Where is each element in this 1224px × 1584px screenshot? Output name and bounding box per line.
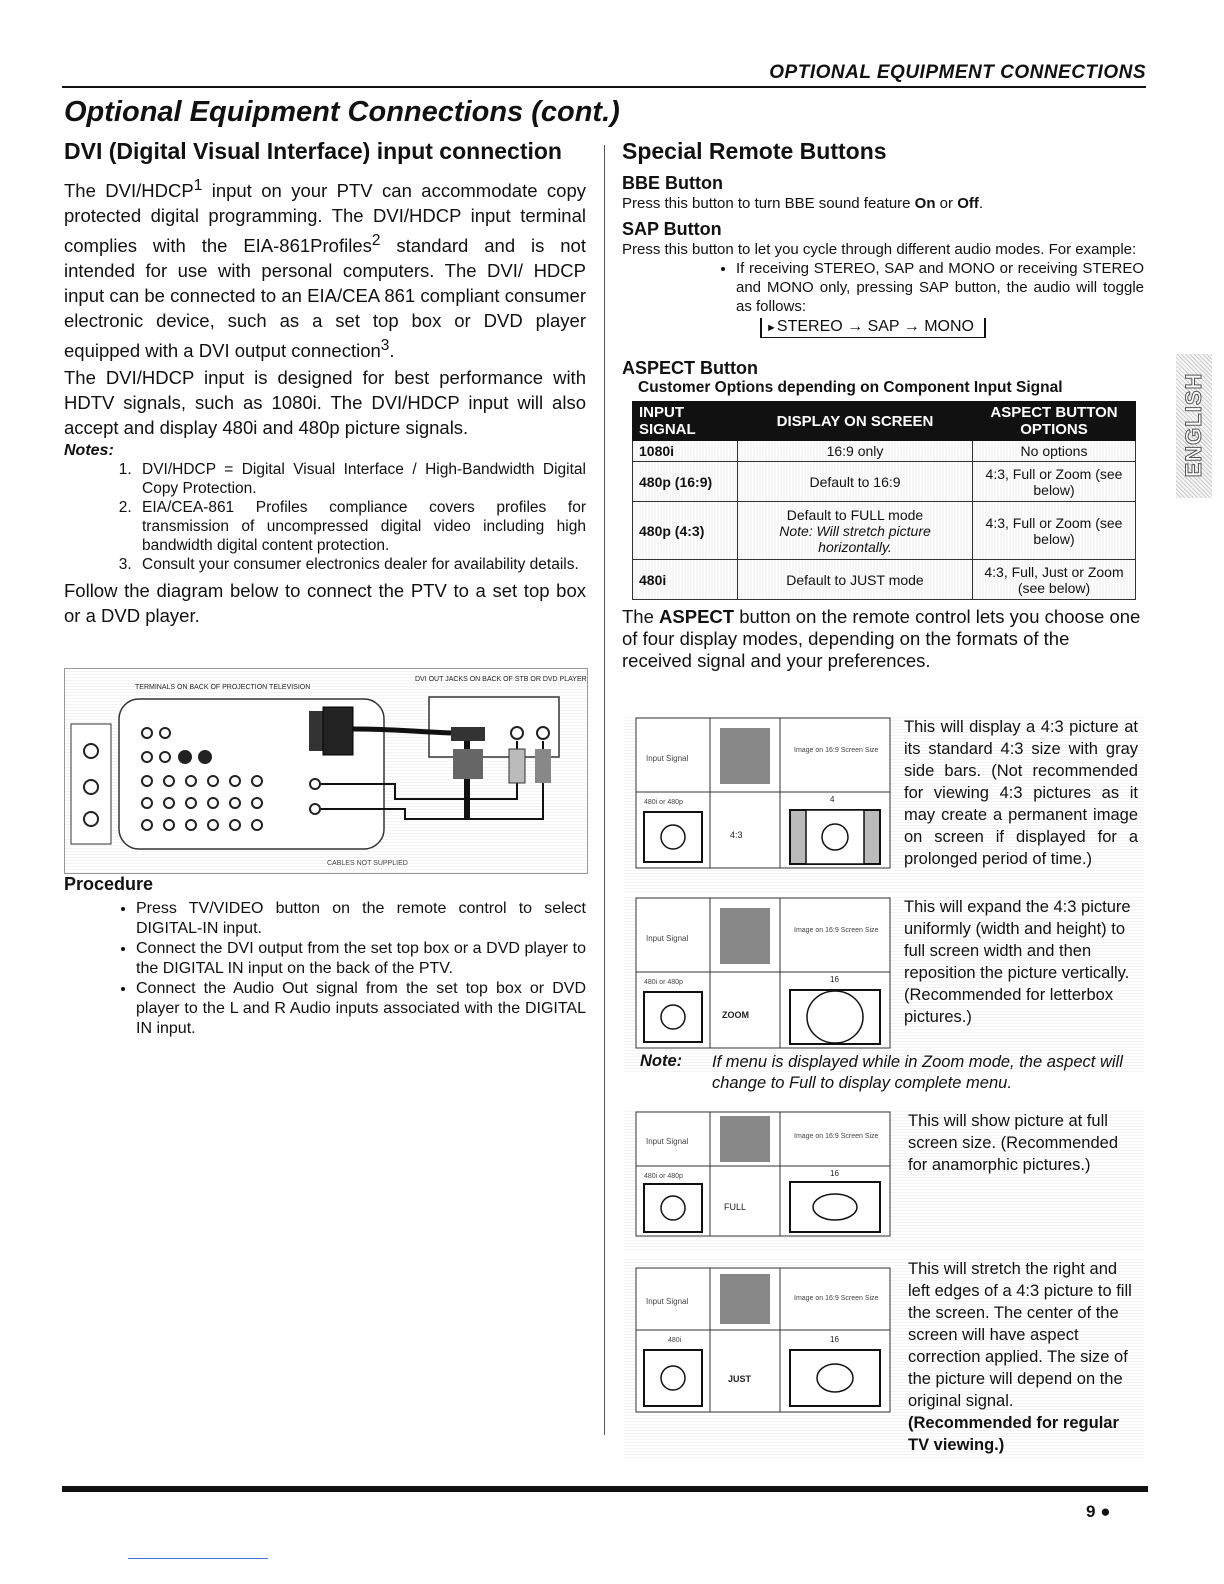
dvi-plug [323,707,353,755]
aspect-intro-bold: ASPECT [659,606,735,627]
zoom-note [624,1052,1144,1094]
input-signal-label: Input Signal [646,1297,689,1306]
decorative-line [128,1558,268,1559]
aspect-modes [624,716,1144,1458]
ratio-label: 16 [830,1335,839,1344]
table-row [633,560,1136,600]
table-cell: No options [973,441,1136,462]
procedure-list [64,899,586,1039]
aspect-intro [622,606,1144,672]
sap-cycle-text: STEREO → SAP → MONO [776,318,974,335]
mode-block-4-3 [624,716,1144,892]
ratio-label: 4 [830,795,835,804]
mode-block-full [624,1110,1144,1250]
procedure-section [64,874,586,1039]
table-cell [738,502,973,560]
stb-dvi-port [451,727,485,741]
diagram-label-tv: TERMINALS ON BACK OF PROJECTION TELEVISION [135,684,311,691]
table-header: DISPLAY ON SCREEN [738,402,973,441]
bullet-icon: ● [1100,1502,1111,1521]
table-row [633,462,1136,502]
sap-text: Press this button to let you cycle through different audio modes. For example: [622,241,1137,258]
sap-cycle [760,318,986,338]
column-divider [604,145,605,1435]
table-cell-text: Default to FULL mode [786,506,924,523]
remote-heading: Special Remote Buttons [622,138,887,164]
tv-remote-icon [720,1274,770,1324]
footer-rule [62,1486,1148,1492]
table-cell: Default to 16:9 [738,462,973,502]
input-signal-label: Input Signal [646,754,689,763]
footnote-ref: 3 [380,337,390,355]
mode-diagram [634,1266,900,1416]
aspect-subheading: Customer Options depending on Component Input Signal [638,379,1063,396]
note-item: 2. EIA/CEA-861 Profiles compliance covers profiles for transmission of uncompressed digital video including high bandwidth digital content protection. [136,498,586,555]
mode-diagram [634,716,900,872]
procedure-step: • Connect the DVI output from the set top box or a DVD player to the DIGITAL IN input on the back of the PTV. [136,939,586,979]
mode-description-text: This will stretch the right and left edges of a 4:3 picture to fill the screen. The center of the screen will have aspect correction applied. The size of the picture will depend on the original signal. [908,1260,1132,1410]
mode-description: This will display a 4:3 picture at its standard 4:3 size with gray side bars. (Not recommended for viewing 4:3 pictures as it may create a permanent image on screen if displayed for a prolonged period of time.) [904,718,1138,868]
input-signal-label: Input Signal [646,934,689,943]
mode-label: ZOOM [722,1010,749,1020]
arrow-icon: ► [766,322,777,334]
tv-remote-icon [720,908,770,964]
notes-list [64,460,586,574]
bbe-text-part: or [935,195,958,212]
image-label: Image on 16:9 Screen Size [794,747,879,754]
signal-tag: 480i or 480p [644,1173,683,1180]
note-item: 3. Consult your consumer electronics dealer for availability details. [136,555,586,574]
table-cell: 480p (4:3) [633,502,738,560]
procedure-step: • Press TV/VIDEO button on the remote control to select DIGITAL-IN input. [136,899,586,939]
sap-bullet: • If receiving STEREO, SAP and MONO or receiving STEREO and MONO only, pressing SAP button, the audio will toggle as follows: [736,259,1144,316]
table-cell: 16:9 only [738,441,973,462]
picture-16-9-icon [790,1182,880,1232]
footnote-ref: 2 [371,232,381,250]
zoom-note-label: Note: [640,1052,683,1070]
aspect-intro-part: button on the remote control lets you choose one of four display modes, depending on the formats of the received signal and your preferences. [622,606,1141,671]
connection-diagram-art [65,669,587,873]
procedure-step: • Connect the Audio Out signal from the set top box or DVD player to the L and R Audio inputs associated with the DIGITAL IN input. [136,979,586,1039]
dvi-section [64,138,586,628]
mode-diagram [634,896,900,1052]
page-number-text: 9 [1086,1502,1096,1521]
table-cell-note: Note: Will stretch picture horizontally. [779,522,931,555]
table-row [633,441,1136,462]
ratio-label: 16 [830,1169,839,1178]
note-item: 1. DVI/HDCP = Digital Visual Interface / High-Bandwidth Digital Copy Protection. [136,460,586,498]
signal-tag: 480i [668,1337,682,1344]
signal-tag: 480i or 480p [644,979,683,986]
dvi-plug [453,749,483,779]
table-cell: 4:3, Full, Just or Zoom (see below) [973,560,1136,600]
table-header: INPUT SIGNAL [633,402,738,441]
dvi-paragraph-2: The DVI/HDCP input is designed for best performance with HDTV signals, such as 1080i. The DVI/HDCP input will also accept and display 480i and 480p picture signals. [64,367,586,439]
dvi-text: The DVI/HDCP [64,180,194,202]
ratio-label: 16 [830,975,839,984]
mode-label: JUST [728,1374,752,1384]
diagram-label-cables: CABLES NOT SUPPLIED [327,860,408,867]
image-label: Image on 16:9 Screen Size [794,1133,879,1140]
mode-label: FULL [724,1202,747,1212]
footnote-ref: 1 [193,177,203,194]
tv-remote-icon [720,728,770,784]
table-header: ASPECT BUTTON OPTIONS [973,402,1136,441]
table-cell: 4:3, Full or Zoom (see below) [973,502,1136,560]
header-rule [62,86,1146,88]
table-cell: 480p (16:9) [633,462,738,502]
mode-description: This will expand the 4:3 picture uniformly (width and height) to full screen width and then reposition the picture vertically. (Recommended for letterbox pictures.) [904,898,1131,1026]
tv-remote-icon [720,1116,770,1162]
image-label: Image on 16:9 Screen Size [794,1295,879,1302]
sap-heading: SAP Button [622,219,722,239]
dvi-paragraph-1 [64,173,586,363]
image-label: Image on 16:9 Screen Size [794,927,879,934]
mode-label: 4:3 [730,830,743,840]
notes-label: Notes: [64,442,114,460]
mode-block-zoom [624,896,1144,1072]
page-number [1086,1502,1110,1522]
table-row [633,502,1136,560]
table-cell: 480i [633,560,738,600]
dvi-heading: DVI (Digital Visual Interface) input connection [64,138,562,164]
bbe-text [622,194,1144,213]
picture-16-9-icon [790,990,880,1044]
diagram-label-stb: DVI OUT JACKS ON BACK OF STB OR DVD PLAYER [415,676,587,683]
connection-diagram [64,668,588,874]
rca-plug [509,749,525,783]
table-header-row [633,402,1136,441]
input-signal-label: Input Signal [646,1137,689,1146]
bbe-heading: BBE Button [622,173,723,193]
aspect-heading: ASPECT Button [622,358,758,378]
mode-description-bold: (Recommended for regular TV viewing.) [908,1414,1119,1454]
mode-diagram [634,1110,900,1240]
running-header: OPTIONAL EQUIPMENT CONNECTIONS [769,62,1146,83]
table-cell: 4:3, Full or Zoom (see below) [973,462,1136,502]
dvi-text: . [389,340,395,362]
language-tab [1176,354,1212,498]
remote-section [622,138,1144,672]
mode-block-just [624,1258,1144,1458]
bbe-text-part: . [978,195,984,212]
picture-16-9-icon [790,1350,880,1406]
follow-instruction: Follow the diagram below to connect the PTV to a set top box or a DVD player. [64,580,586,627]
tv-dvi-port [309,711,323,751]
language-tab-label: ENGLISH [1181,372,1206,478]
sap-bullet-list [622,259,1144,316]
zoom-note-text: If menu is displayed while in Zoom mode, the aspect will change to Full to display complete menu. [712,1053,1123,1092]
page-title: Optional Equipment Connections (cont.) [64,96,620,128]
bbe-on: On [914,195,936,212]
aspect-intro-part: The [622,606,660,627]
dvi-text: standard and is not intended for use with personal computers. The DVI/ HDCP input can be connected to an EIA/CEA 861 compliant consumer electronic device, such as a set top box or DVD player equipped with a DVI output connection [64,235,586,362]
table-cell: 1080i [633,441,738,462]
mode-description: This will show picture at full screen size. (Recommended for anamorphic pictures.) [908,1112,1119,1174]
table-cell: Default to JUST mode [738,560,973,600]
dvi-text: input on your PTV can accommodate copy protected digital programming. The DVI/HDCP input terminal complies with the EIA-861Profiles [64,180,586,257]
signal-tag: 480i or 480p [644,799,683,806]
bbe-off: Off [957,195,979,212]
mode-description [908,1258,1136,1456]
bbe-text-part: Press this button to turn BBE sound feature [622,195,915,212]
aspect-table [632,401,1136,600]
procedure-heading: Procedure [64,874,154,894]
rca-plug [535,749,551,783]
